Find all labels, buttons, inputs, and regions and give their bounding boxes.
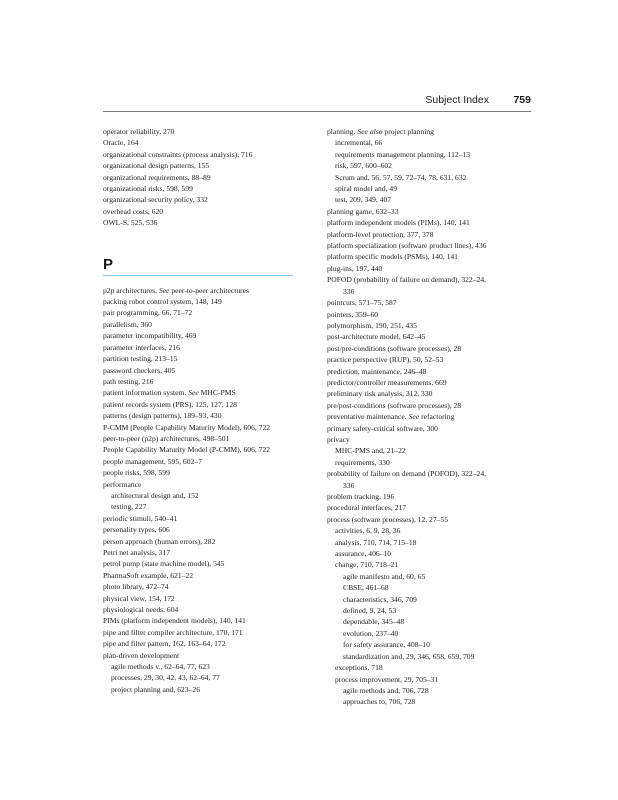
index-entry: patient records system (PRS), 125, 127, 128	[103, 399, 237, 409]
index-subsubentry: dependable, 345–48	[343, 617, 405, 627]
index-entry: overhead costs, 620	[103, 206, 164, 216]
index-continuation: 336	[343, 480, 355, 490]
index-entry: petrol pump (state machine model), 545	[103, 559, 225, 569]
see-target: refactoring	[421, 412, 455, 422]
index-entry: pointers, 359–60	[327, 309, 379, 319]
index-entry: organizational security policy, 332	[103, 195, 208, 205]
page-number: 759	[513, 94, 531, 106]
index-subentry: architectural design and, 152	[111, 490, 199, 500]
index-entry: password checkers, 405	[103, 365, 176, 375]
index-continuation: 336	[343, 286, 355, 296]
index-entry: practice perspective (RUP), 50, 52–53	[327, 355, 444, 365]
index-subentry: change, 710, 718–21	[335, 560, 399, 570]
index-subsubentry: standardization and, 29, 346, 658, 659, 709	[343, 651, 475, 661]
index-subentry: project planning and, 623–26	[111, 684, 200, 694]
index-subsubentry: approaches to, 706, 728	[343, 697, 416, 707]
index-entry: performance	[103, 479, 142, 489]
index-subentry: spiral model and, 49	[335, 184, 398, 194]
index-subentry: activities, 6, 9, 28, 36	[335, 526, 401, 536]
see-also-label: See also	[357, 127, 383, 136]
header-rule	[103, 111, 531, 112]
index-entry: platform specialization (software product lines), 436	[327, 241, 487, 251]
index-entry: organizational constraints (process analysis), 716	[103, 149, 253, 159]
index-subentry: test, 209, 349, 407	[335, 195, 392, 205]
index-entry: PIMs (platform independent models), 140, 141	[103, 616, 246, 626]
index-entry: pointcuts, 571–75, 587	[327, 298, 397, 308]
index-entry: person approach (human errors), 282	[103, 536, 216, 546]
index-column-right	[327, 126, 532, 708]
index-entry: peer-to-peer (p2p) architectures, 498–501	[103, 433, 230, 443]
index-subentry: agile methods v., 62–64, 77, 623	[111, 662, 210, 672]
index-entry: parallelism, 360	[103, 319, 152, 329]
index-entry: post-architecture model, 642–45	[327, 332, 426, 342]
see-label: See	[158, 285, 170, 295]
index-entry: Oracle, 164	[103, 138, 139, 148]
index-entry: parameter incompatibility, 469	[103, 331, 197, 341]
index-entry: prediction, maintenance, 246–48	[327, 366, 427, 376]
index-entry: platform specific models (PSMs), 140, 141	[327, 252, 458, 262]
index-entry: problem tracking, 196	[327, 492, 395, 501]
index-entry: Petri net analysis, 317	[103, 548, 171, 557]
index-entry: preventative maintenance. See refactoring	[327, 412, 455, 422]
running-header	[103, 94, 531, 110]
index-subentry: testing, 227	[111, 502, 147, 512]
index-subentry: requirements management planning, 112–13	[335, 149, 471, 159]
index-entry: people management, 595, 602–7	[103, 456, 202, 466]
index-subentry: incremental, 66	[335, 138, 383, 148]
index-entry: path testing, 216	[103, 376, 154, 386]
index-entry: patterns (design patterns), 189–93, 430	[103, 411, 222, 421]
index-entry: preliminary risk analysis, 312, 330	[327, 389, 433, 399]
index-entry: p2p architectures. See peer-to-peer architectures	[103, 285, 249, 295]
index-entry: pre/post-conditions (software processes), 28	[327, 400, 462, 410]
index-entry: probability of failure on demand (POFOD), 322–24,	[327, 469, 487, 479]
index-subsubentry: evolution, 237–40	[343, 628, 399, 638]
index-entry: physical view, 154, 172	[103, 593, 175, 603]
index-entry: operator reliability, 270	[103, 127, 175, 136]
see-target: peer-to-peer architectures	[171, 285, 249, 295]
index-subentry: risk, 597, 600–602	[335, 161, 392, 171]
index-entry: planning. See also project planning	[327, 127, 434, 136]
index-entry: platform independent models (PIMs), 140, 141	[327, 218, 470, 228]
see-target: project planning	[384, 127, 434, 136]
index-subsubentry: for safety assurance, 408–10	[343, 640, 430, 650]
index-entry: POFOD (probability of failure on demand), 322–24,	[327, 275, 487, 285]
index-subentry: exceptions, 718	[335, 663, 383, 673]
index-subentry: MHC-PMS and, 21–22	[335, 446, 406, 456]
index-entry: procedural interfaces, 217	[327, 503, 407, 513]
index-entry: organizational design patterns, 155	[103, 161, 210, 171]
index-entry: plan-driven development	[103, 650, 180, 660]
index-entry: photo library, 472–74	[103, 582, 169, 592]
section-spacer	[103, 276, 303, 285]
index-subsubentry: agile methods and, 706, 728	[343, 685, 429, 695]
index-entry: patient information system. See MHC-PMS	[103, 388, 236, 398]
index-subentry: processes, 29, 30, 42, 43, 62–64, 77	[111, 673, 220, 683]
index-entry: parameter interfaces, 216	[103, 342, 180, 352]
index-entry: pipe and filter compiler architecture, 170, 171	[103, 627, 243, 637]
header-title: Subject Index	[425, 94, 489, 106]
index-entry: predictor/controller measurements, 669	[327, 377, 447, 387]
index-entry: People Capability Maturity Model (P-CMM), 606, 722	[103, 445, 271, 455]
index-subsubentry: characteristics, 346, 709	[343, 594, 417, 604]
see-target: MHC-PMS	[200, 388, 236, 398]
index-entry: personality types, 606	[103, 525, 170, 535]
section-spacer	[103, 229, 303, 256]
index-entry: primary safety-critical software, 300	[327, 423, 438, 433]
index-subentry: assurance, 406–10	[335, 549, 392, 559]
index-entry: packing robot control system, 148, 149	[103, 297, 222, 307]
index-entry: partition testing, 213–15	[103, 354, 178, 364]
index-entry: pipe and filter pattern, 162, 163–64, 172	[103, 639, 226, 649]
index-entry: PharmaSoft example, 621–22	[103, 570, 194, 580]
index-entry: process (software processes), 12, 27–55	[327, 514, 449, 524]
index-entry: organizational requirements, 88–89	[103, 172, 211, 182]
index-entry: polymorphism, 190, 251, 435	[327, 320, 417, 330]
index-subentry: analysis, 710, 714, 715–18	[335, 537, 417, 547]
index-entry: plug-ins, 197, 440	[327, 263, 383, 273]
see-label: See	[188, 388, 199, 398]
index-entry: planning game, 632–33	[327, 206, 399, 216]
index-entry: periodic stimuli, 540–41	[103, 513, 178, 523]
index-column-left	[103, 126, 303, 695]
see-label: See	[408, 412, 420, 422]
index-subsubentry: CBSE, 461–68	[343, 583, 389, 593]
index-entry: physiological needs, 604	[103, 605, 179, 615]
index-entry: organizational risks, 598, 599	[103, 184, 193, 194]
index-entry: privacy	[327, 434, 350, 444]
index-entry: post/pre-conditions (software processes), 28	[327, 343, 462, 353]
index-entry: people risks, 598, 599	[103, 468, 170, 478]
index-entry: platform-level protection, 377, 378	[327, 229, 434, 239]
index-subsubentry: agile manifesto and, 60, 65	[343, 571, 426, 581]
index-subentry: requirements, 330	[335, 457, 390, 467]
index-entry: P-CMM (People Capability Maturity Model), 606, 722	[103, 422, 271, 432]
index-subentry: Scrum and, 56, 57, 59, 72–74, 78, 631, 632	[335, 172, 467, 182]
index-subsubentry: defined, 9, 24, 53	[343, 606, 397, 616]
index-entry: OWL-S, 525, 536	[103, 218, 158, 228]
index-subentry: process improvement, 29, 705–31	[335, 674, 439, 684]
index-entry: pair programming, 66, 71–72	[103, 308, 193, 318]
section-letter: P	[103, 255, 114, 273]
